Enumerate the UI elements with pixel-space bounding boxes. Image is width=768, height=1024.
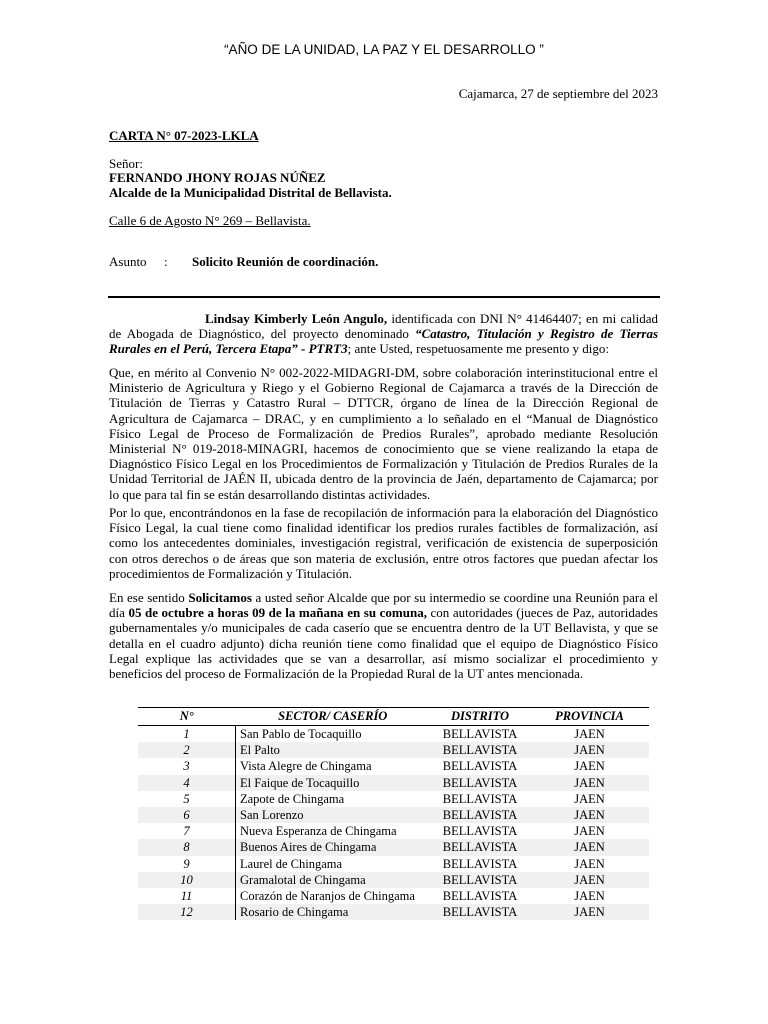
row-province: JAEN — [574, 791, 605, 806]
row-number: 11 — [138, 888, 236, 904]
purpose-paragraph: Por lo que, encontrándonos en la fase de recopilación de información para la elaboración del Diagnóstico Físico Legal, la cual tiene como finalidad identificar los predios rurales factibles de formalización, así como los antecedentes dominiales, investigación registral, verificación de existencia de superposición con otros derechos o de áreas que son materia de exclusión, entre otros factores que puedan afectar los procedimientos de Formalización y Titulación. — [109, 505, 658, 581]
header-number: N° — [138, 708, 236, 726]
row-province: JAEN — [574, 824, 605, 839]
table-row — [138, 888, 649, 904]
row-province: JAEN — [574, 888, 605, 903]
row-province: JAEN — [530, 742, 649, 758]
row-province: JAEN — [530, 839, 649, 855]
row-number: 3 — [138, 758, 236, 774]
row-province: JAEN — [530, 807, 649, 823]
request-text-a: a usted señor Alcalde que por su intermedio se coordine una Reunión para el día — [109, 590, 658, 621]
row-district: BELLAVISTA — [430, 807, 530, 823]
table-row — [138, 872, 649, 888]
request-intro: En ese sentido — [109, 590, 189, 605]
request-verb: Solicitamos — [188, 590, 252, 605]
table-row — [138, 823, 649, 839]
row-sector: Corazón de Naranjos de Chingama — [240, 888, 415, 903]
row-number: 9 — [138, 856, 236, 872]
recipient-name: FERNANDO JHONY ROJAS NÚÑEZ — [109, 170, 326, 185]
recipient-role: Alcalde de la Municipalidad Distrital de Bellavista. — [109, 185, 392, 200]
row-district: BELLAVISTA — [430, 872, 530, 888]
row-sector: San Pablo de Tocaquillo — [240, 727, 362, 742]
row-number: 6 — [138, 807, 236, 823]
row-sector: Laurel de Chingama — [240, 856, 343, 871]
row-district: BELLAVISTA — [442, 791, 518, 806]
table-row — [138, 775, 649, 791]
table-row — [138, 742, 649, 758]
intro-text-a: identificada con DNI N° 41464407; en mi calidad de Abogada de Diagnóstico, del proyecto denominado — [109, 311, 658, 342]
table-row — [138, 839, 649, 855]
row-number: 7 — [138, 823, 236, 839]
row-province: JAEN — [530, 872, 649, 888]
subject-colon: : — [164, 254, 168, 269]
row-province: JAEN — [530, 904, 649, 920]
row-number: 10 — [138, 872, 236, 888]
row-district: BELLAVISTA — [442, 727, 518, 742]
row-province: JAEN — [574, 759, 605, 774]
recipient-address: Calle 6 de Agosto N° 269 – Bellavista. — [109, 213, 311, 228]
row-district: BELLAVISTA — [442, 824, 518, 839]
row-sector: Nueva Esperanza de Chingama — [240, 824, 397, 839]
row-province: JAEN — [574, 727, 605, 742]
header-sector: SECTOR/ CASERÍO — [236, 708, 431, 726]
intro-text-b: ; ante Usted, respetuosamente me presento y digo: — [347, 341, 609, 357]
table-row — [138, 726, 649, 743]
subject-label: Asunto — [109, 254, 147, 269]
row-sector: El Faique de Tocaquillo — [236, 775, 431, 791]
meeting-datetime: 05 de octubre a horas 09 de la mañana en su comuna, — [128, 605, 427, 621]
row-number: 2 — [138, 742, 236, 758]
subject-divider — [108, 296, 660, 298]
request-paragraph — [109, 590, 658, 681]
row-number: 5 — [138, 791, 236, 807]
row-district: BELLAVISTA — [430, 775, 530, 791]
row-number: 8 — [138, 839, 236, 855]
row-sector: Gramalotal de Chingama — [236, 872, 431, 888]
row-province: JAEN — [530, 775, 649, 791]
row-sector: Rosario de Chingama — [236, 904, 431, 920]
row-number: 4 — [138, 775, 236, 791]
salutation: Señor: — [109, 156, 143, 171]
letter-motto: “AÑO DE LA UNIDAD, LA PAZ Y EL DESARROLLO ” — [224, 42, 544, 57]
agreement-paragraph: Que, en mérito al Convenio N° 002-2022-MIDAGRI-DM, sobre colaboración interinstitucional entre el Ministerio de Agricultura y Riego y el Gobierno Regional de Cajamarca a través de la Dirección de Titulación de Tierras y Catastro Rural – DTTCR, órgano de línea de la Dirección Regional de Agricultura de Cajamarca – DRAC, y en cumplimiento a lo señalado en el “Manual de Diagnóstico Físico Legal de Proceso de Formalización de Predios Rurales”, aprobado mediante Resolución Ministerial N° 019-2018-MINAGRI, hacemos de conocimiento que se viene realizando la etapa de Diagnóstico Físico Legal en los Procedimientos de Formalización y Titulación de Predios Rurales de la Unidad Territorial de JAÉN II, ubicada dentro de la provincia de Jaén, departamento de Cajamarca; por lo que para tal fin se están desarrollando distintas actividades. — [109, 365, 658, 502]
row-district: BELLAVISTA — [442, 759, 518, 774]
row-sector: San Lorenzo — [236, 807, 431, 823]
header-province: PROVINCIA — [530, 708, 649, 726]
header-district: DISTRITO — [430, 708, 530, 726]
table-row — [138, 758, 649, 774]
table-header-row — [138, 708, 649, 726]
letter-date: Cajamarca, 27 de septiembre del 2023 — [458, 86, 658, 101]
row-sector: Buenos Aires de Chingama — [236, 839, 431, 855]
row-district: BELLAVISTA — [430, 839, 530, 855]
row-district: BELLAVISTA — [430, 904, 530, 920]
row-district: BELLAVISTA — [442, 856, 518, 871]
row-number: 12 — [138, 904, 236, 920]
communities-table — [138, 707, 649, 920]
row-number: 1 — [138, 726, 236, 743]
row-sector: Zapote de Chingama — [240, 791, 345, 806]
letter-reference: CARTA N° 07-2023-LKLA — [109, 128, 259, 143]
row-district: BELLAVISTA — [442, 888, 518, 903]
subject-value: Solicito Reunión de coordinación. — [192, 254, 379, 269]
row-sector: El Palto — [236, 742, 431, 758]
request-text-b: con autoridades (jueces de Paz, autoridades gubernamentales y/o municipales de cada caserío que se encuentra dentro de la UT Bellavista, y que se detalla en el cuadro adjunto) dicha reunión tiene como finalidad que el equipo de Diagnóstico Físico Legal explique las actividades que se van a desarrollar, así mismo socializar el procedimiento y beneficios del proceso de Formalización de la Propiedad Rural de la UT antes mencionada. — [109, 605, 658, 682]
project-name: “Catastro, Titulación y Registro de Tierras Rurales en el Perú, Tercera Etapa” - PTRT3 — [109, 326, 658, 357]
table-row — [138, 904, 649, 920]
table-row — [138, 791, 649, 807]
row-province: JAEN — [574, 856, 605, 871]
row-district: BELLAVISTA — [430, 742, 530, 758]
intro-paragraph — [109, 311, 658, 357]
row-sector: Vista Alegre de Chingama — [240, 759, 372, 774]
sender-name: Lindsay Kimberly León Angulo, — [205, 311, 388, 326]
table-row — [138, 856, 649, 872]
table-row — [138, 807, 649, 823]
